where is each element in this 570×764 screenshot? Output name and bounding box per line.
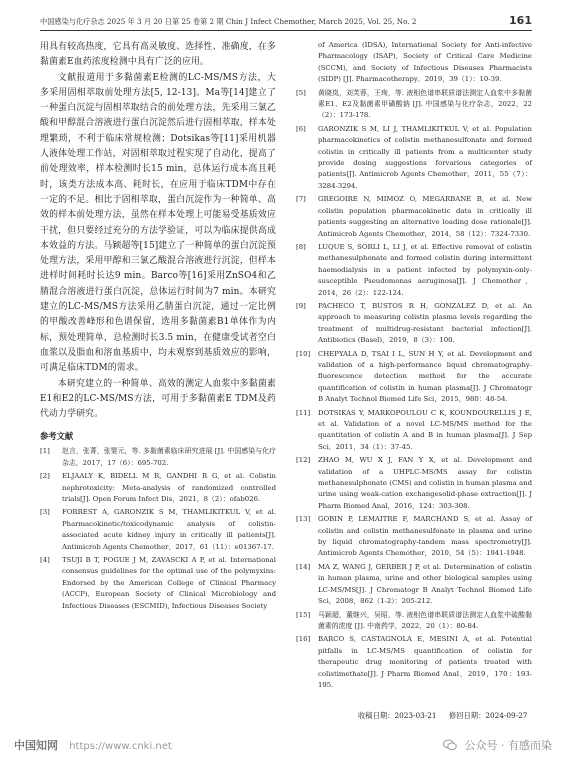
reference-number: [10]	[296, 349, 311, 358]
reference-number: [1]	[40, 447, 50, 456]
reference-item	[296, 88, 532, 122]
journal-line: 中国感染与化疗杂志 2025 年 3 月 20 日第 25 卷第 2 期 Chin J Infect Chemother, March 2025, Vol. 25, No. 2	[40, 17, 417, 26]
reference-number: [5]	[296, 88, 306, 97]
reference-number: [8]	[296, 242, 306, 251]
reference-text: PACHECO T, BUSTOS R H, GONZALEZ D, et al. An approach to measuring colistin plasma levels regarding the treatment of multidrug-resistant bacterial infection[J]. Antibiotics (Basel)，2019，8（3）：100.	[318, 301, 532, 345]
reference-text: GREGOIRE N, MIMOZ O, MEGARBANE B, et al. New colistin population pharmacokinetic data in critically ill patients suggesting an alternative loading dose rationale[J]. Antimicrob Agents Chemother，2014，58（12）：7324-7330.	[318, 195, 532, 238]
reference-text: 赵言，张菁，张婴元，等. 多黏菌素临床研究进展 [J]. 中国感染与化疗杂志，2017，17（6）：695-702.	[62, 447, 276, 467]
reference-text: DOTSIKAS Y, MARKOPOULOU C K, KOUNDOURELLIS J E, et al. Validation of a novel LC-MS/MS method for the quantitation of colistin A and B in human plasma[J]. J Sep Sci，2011，34（1）：37-45.	[318, 408, 532, 451]
reference-item	[296, 610, 532, 633]
reference-item	[296, 124, 532, 192]
reference-item	[296, 634, 532, 691]
reference-list	[296, 40, 532, 691]
reference-text: MA Z, WANG J, GERBER J P, et al. Determination of colistin in human plasma, urine and other biological samples using LC-MS/MS[J]. J Chromatogr B Analyt Technol Biomed Life Sci，2008，862（1-2）：205-212.	[318, 562, 532, 606]
reference-number: [2]	[40, 472, 50, 481]
reference-number: [16]	[296, 635, 311, 644]
references-heading: 参考文献	[40, 431, 74, 442]
reference-item-continued	[296, 40, 532, 86]
reference-text: TSUJI B T, POGUE J M, ZAVASCKI A P, et al. International consensus guidelines for the optimal use of the polymyxins: Endorsed by the American College of Clinical Pharmacy (ACCP), European Society of Clinical Microbiology and Infectious Diseases (ESCMID), Infectious Diseases Society	[62, 556, 276, 610]
reference-text: ELJAALY K, BIDELL M R, GANDHI R G, et al. Colistin nephrotoxicity: Meta-analysis of randomized controlled trials[J]. Open Forum Infect Dis，2021，8（2）：ofab026.	[62, 472, 276, 504]
page-number: 161	[509, 14, 532, 27]
cnki-logo: 中国知网	[14, 739, 58, 752]
reference-item	[40, 471, 276, 505]
reference-item	[296, 301, 532, 347]
reference-item	[296, 514, 532, 560]
revised-date: 修回日期：2024-09-27	[448, 711, 528, 720]
reference-item	[296, 455, 532, 512]
cnki-watermark	[14, 737, 172, 755]
reference-text: CHEPYALA D, TSAI I L, SUN H Y, et al. Development and validation of a high-performance liquid chromatography-fluorescence detection method for the accurate quantification of colistin in human plasma[J]. J Chromatogr B Analyt Technol Biomed Life Sci，2015，980：48-54.	[318, 349, 532, 404]
reference-text: ZHAO M, WU X J, FAN Y X, et al. Development and validation of a UHPLC-MS/MS assay for colistin methanesulphonate (CMS) and colistin in human plasma and urine using weak-cation exchangesolid-phase extraction[J]. J Pharm Biomed Anal，2016，124：303-308.	[318, 456, 532, 510]
reference-item	[40, 507, 276, 553]
wechat-watermark	[443, 737, 552, 755]
reference-number: [11]	[296, 408, 311, 417]
reference-number: [4]	[40, 556, 50, 565]
reference-item	[40, 446, 276, 469]
reference-text: of America (IDSA), International Society for Anti-infective Pharmacology (ISAP), Society of Critical Care Medicine (SCCM), and Society of Infectious Diseases Pharmacists (SIDP) [J]. Pharmacotherapy，2019，39（1）：10-39.	[318, 41, 532, 84]
reference-text: GARONZIK S M, LI J, THAMLIKITKUL V, et al. Population pharmacokinetics of colistin methanesulfonate and formed colistin in critically ill patients from a multicenter study provide dosing suggestions forvarious categories of patients[J]. Antimicrob Agents Chemother，2011，55（7）：3284-3294.	[318, 124, 532, 190]
reference-number: [15]	[296, 610, 311, 619]
reference-item	[296, 562, 532, 608]
reference-item	[296, 408, 532, 454]
body-text	[40, 40, 276, 422]
reference-text: 黄晓岚，刘芙蓉，王珣，等. 液相色谱串联质谱法测定人血浆中多黏菌素E1、E2及黏菌素甲磺酸钠 [J]. 中国感染与化疗杂志，2022，22（2）：173-178.	[318, 88, 532, 120]
reference-number: [3]	[40, 508, 50, 517]
reference-item	[296, 242, 532, 299]
wechat-icon	[443, 739, 457, 751]
running-header	[40, 12, 532, 31]
reference-number: [13]	[296, 515, 311, 524]
left-column	[40, 40, 276, 614]
reference-number: [6]	[296, 124, 306, 133]
reference-text: GOBIN P, LEMAITRE F, MARCHAND S, et al. Assay of colistin and colistin methanesulfonate in plasma and urine by liquid chromatography-tandem mass spectrometry[J]. Antimicrob Agents Chemother，2010，54（5）：1941-1948.	[318, 515, 532, 558]
received-date: 收稿日期：2023-03-21	[358, 711, 437, 720]
cnki-url: https://www.cnki.net	[69, 741, 172, 752]
reference-text: LUQUE S, SORLI L, LI J, et al. Effective removal of colistin methanesulphonate and formed colistin during intermittent haemodialysis in a patient infected by polymyxin-only-susceptible Pseudomonas aeruginosa[J]. J Chemother，2014，26（2）：122-124.	[318, 242, 532, 297]
reference-item	[40, 555, 276, 612]
reference-text: FORREST A, GARONZIK S M, THAMLIKITKUL V, et al. Pharmacokinetic/toxicodynamic analysis of colistin-associated acute kidney injury in critically ill patients[J]. Antimicrob Agents Chemother，2017，61（11）：e01367-17.	[62, 508, 276, 551]
paragraph: 用具有较高热度，它具有高灵敏度、选择性、准确度，在多黏菌素E血药浓度检测中具有广泛的应用。	[40, 42, 276, 68]
paragraph: 文献报道用于多黏菌素E检测的LC-MS/MS方法，大多采用固相萃取前处理方法[5, 12-13]。Ma等[14]建立了一种蛋白沉淀与固相萃取结合的前处理方法，先采用三氯乙酸和甲醇混合溶液进行蛋白沉淀然后进行固相萃取，样本处理繁琐，不利于临床常规检测；Dotsikas等[11]采用机器人液体处理工作站，对固相萃取过程实现了自动化，提高了前处理效率，样本检测时长15 min，总体运行成本高且耗时，该类方法成本高、耗时长，在应用于临床TDM中存在一定的不足。相比于固相萃取，蛋白沉淀作为一种简单、高效的样本前处理方法，虽然在样本处理上可能易受基质效应干扰，但只要经过充分的方法学验证，可以为临床提供高成本效益的方法。马颖超等[15]建立了一种简单的蛋白沉淀预处理方法，采用甲醇和三氯乙酸混合溶液进行沉淀，但样本进样时间耗时长达9 min。Barco等[16]采用ZnSO4和乙腈混合溶液进行蛋白沉淀，总体运行时间为7 min。本研究建立的LC-MS/MS方法采用乙腈蛋白沉淀，通过一定比例的甲酸改善峰形和色谱保留，选用多黏菌素B1单体作为内标，预处理简单，总检测时长3.5 min，在健康受试者空白血浆以及脂血和溶血基质中，均未观察到基质效应的影响，可满足临床TDM的需求。	[40, 72, 276, 374]
reference-item	[296, 194, 532, 240]
right-column	[296, 40, 532, 693]
reference-list	[40, 446, 276, 612]
reference-text: 马颖超，董继兴，吴昭，等. 液相色谱串联质谱法测定人血浆中硫酸黏菌素的浓度 [J]. 中南药学，2022，20（1）：80-84.	[318, 610, 532, 630]
reference-number: [12]	[296, 456, 311, 465]
paragraph: 本研究建立的一种简单、高效的测定人血浆中多黏菌素E1和E2的LC-MS/MS方法，可用于多黏菌素E TDM及药代动力学研究。	[40, 378, 276, 420]
reference-text: BARCO S, CASTAGNOLA E, MESINI A, et al. Potential pitfalls in LC-MS/MS quantification of colistin for therapeutic drug monitoring of patients treated with colistimethate[J]. J Pharm Biomed Anal，2019，170：193-195.	[318, 635, 532, 689]
manuscript-dates	[358, 711, 537, 721]
wechat-account: 公众号 · 有感而染	[464, 739, 552, 752]
reference-number: [9]	[296, 301, 306, 310]
reference-item	[296, 349, 532, 406]
reference-number: [7]	[296, 195, 306, 204]
reference-number: [14]	[296, 562, 311, 571]
